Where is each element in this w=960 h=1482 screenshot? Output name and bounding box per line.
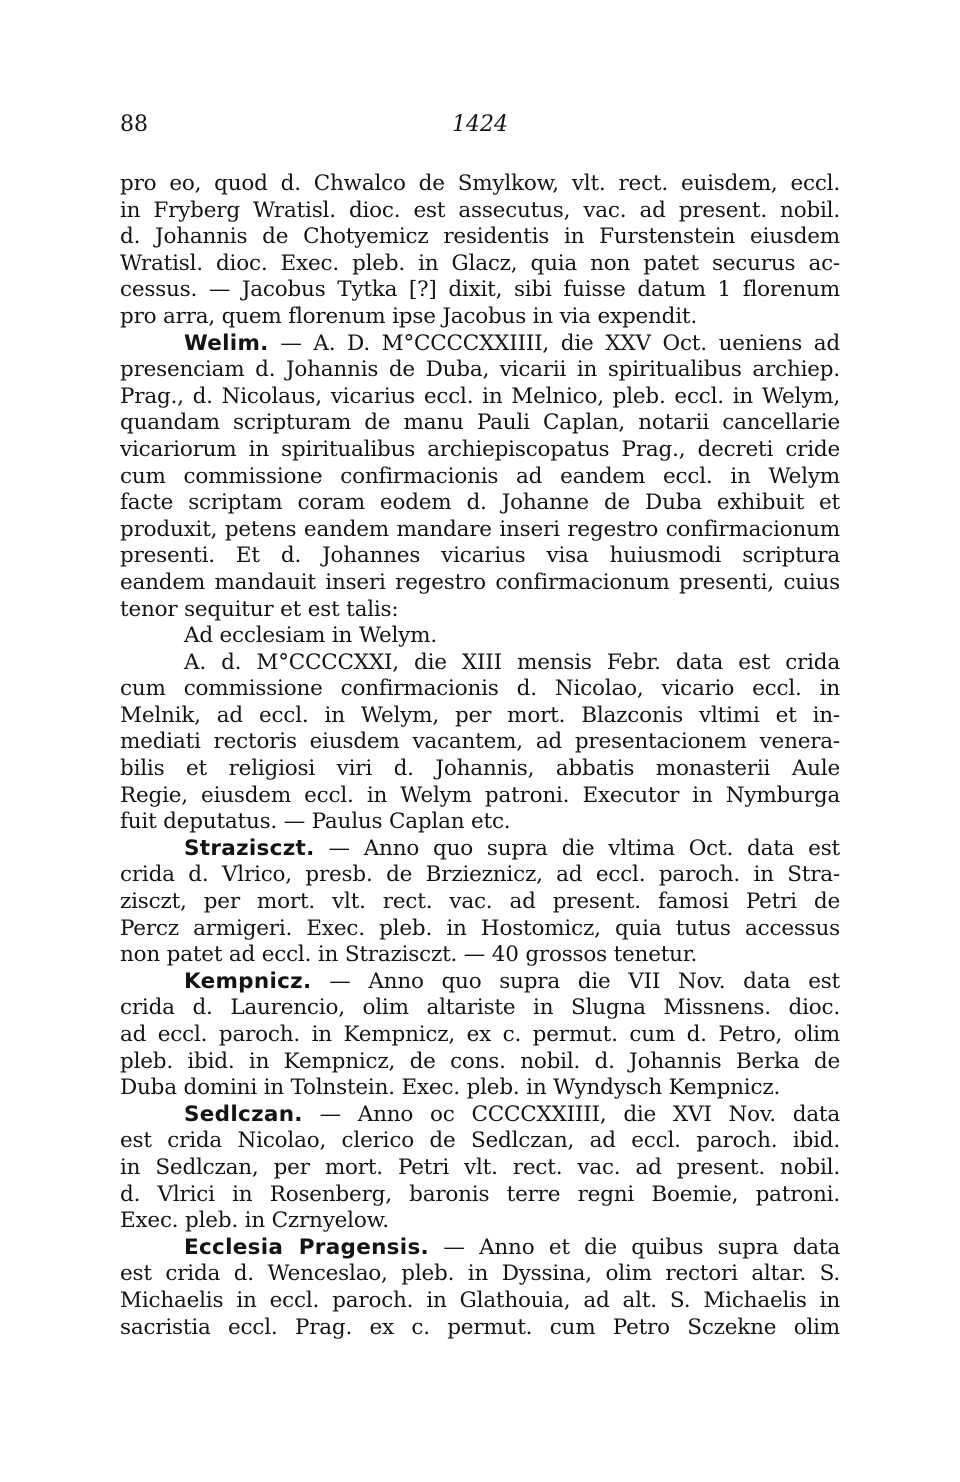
line-text: bilis et religiosi viri d. Johannis, abbatis monasterii Aule bbox=[120, 756, 840, 782]
text-line bbox=[120, 862, 840, 889]
text-line bbox=[120, 729, 840, 756]
body-text bbox=[120, 171, 840, 1341]
line-text: pro arra, quem florenum ipse Jacobus in via expendit. bbox=[120, 303, 697, 329]
text-line bbox=[120, 809, 840, 836]
line-text: pleb. ibid. in Kempnicz, de cons. nobil. d. Johannis Berka de bbox=[120, 1048, 840, 1074]
line-text: Regie, eiusdem eccl. in Welym patroni. Executor in Nymburga bbox=[120, 782, 840, 808]
line-text: tenor sequitur et est talis: bbox=[120, 596, 399, 622]
text-line bbox=[120, 1315, 840, 1342]
line-text: fuit deputatus. — Paulus Caplan etc. bbox=[120, 809, 511, 835]
line-text: Prag., d. Nicolaus, vicarius eccl. in Melnico, pleb. eccl. in Welym, bbox=[120, 383, 840, 409]
text-line bbox=[120, 916, 840, 943]
text-line bbox=[120, 623, 840, 650]
entry-heading-line bbox=[120, 836, 840, 863]
text-line bbox=[120, 543, 840, 570]
year-heading: 1424 bbox=[452, 112, 508, 137]
text-line bbox=[120, 995, 840, 1022]
line-text: d. Johannis de Chotyemicz residentis in Furstenstein eiusdem bbox=[120, 224, 840, 250]
line-text: mediati rectoris eiusdem vacantem, ad presentacionem venera- bbox=[120, 729, 840, 755]
text-line bbox=[120, 251, 840, 278]
line-text: presenciam d. Johannis de Duba, vicarii in spiritualibus archiep. bbox=[120, 357, 840, 383]
line-text: Wratisl. dioc. Exec. pleb. in Glacz, quia non patet securus ac- bbox=[120, 250, 840, 276]
line-text: Melnik, ad eccl. in Welym, per mort. Blazconis vltimi et in- bbox=[120, 702, 840, 728]
text-line bbox=[120, 1128, 840, 1155]
text-line bbox=[120, 464, 840, 491]
line-text: Michaelis in eccl. paroch. in Glathouia, ad alt. S. Michaelis in bbox=[120, 1287, 840, 1313]
text-line bbox=[120, 1182, 840, 1209]
page-number: 88 bbox=[120, 112, 148, 137]
text-line bbox=[120, 171, 840, 198]
text-line bbox=[120, 597, 840, 624]
line-text: sacristia eccl. Prag. ex c. permut. cum Petro Sczekne olim bbox=[120, 1314, 840, 1340]
line-text: eandem mandauit inseri regestro confirmacionum presenti, cuius bbox=[120, 569, 840, 595]
text-line bbox=[120, 410, 840, 437]
line-text: cessus. — Jacobus Tytka [?] dixit, sibi fuisse datum 1 florenum bbox=[120, 277, 840, 303]
place-name: Welim. bbox=[184, 330, 269, 356]
running-header bbox=[0, 112, 960, 144]
text-line bbox=[120, 889, 840, 916]
text-line bbox=[120, 1049, 840, 1076]
line-text: crida d. Vlrico, presb. de Brzieznicz, ad eccl. paroch. in Stra- bbox=[120, 862, 840, 888]
text-line bbox=[120, 570, 840, 597]
line-text: — Anno oc CCCCXXIIII, die XVI Nov. data bbox=[302, 1101, 840, 1127]
line-text: est crida Nicolao, clerico de Sedlczan, ad eccl. paroch. ibid. bbox=[120, 1128, 840, 1154]
line-text: A. d. M°CCCCXXI, die XIII mensis Febr. data est crida bbox=[184, 649, 840, 675]
line-text: pro eo, quod d. Chwalco de Smylkow, vlt. rect. euisdem, eccl. bbox=[120, 171, 840, 196]
text-line bbox=[120, 224, 840, 251]
line-text: Percz armigeri. Exec. pleb. in Hostomicz, quia tutus accessus bbox=[120, 915, 840, 941]
text-line bbox=[120, 517, 840, 544]
line-text: crida d. Laurencio, olim altariste in Slugna Missnens. dioc. bbox=[120, 995, 840, 1021]
place-name: Kempnicz. bbox=[184, 968, 312, 994]
text-line bbox=[120, 676, 840, 703]
line-text: — Anno et die quibus supra data bbox=[429, 1234, 840, 1260]
line-text: est crida d. Wenceslao, pleb. in Dyssina, olim rectori altar. S. bbox=[120, 1261, 840, 1287]
place-name: Strazisczt. bbox=[184, 835, 315, 861]
line-text: Duba domini in Tolnstein. Exec. pleb. in Wyndysch Kempnicz. bbox=[120, 1075, 781, 1101]
line-text: vicariorum in spiritualibus archiepiscopatus Prag., decreti cride bbox=[120, 436, 840, 462]
text-line bbox=[120, 783, 840, 810]
line-text: — Anno quo supra die VII Nov. data est bbox=[311, 968, 840, 994]
line-text: — A. D. M°CCCCXXIIII, die XXV Oct. ueniens ad bbox=[268, 330, 840, 356]
entry-heading-line bbox=[120, 1102, 840, 1129]
line-text: non patet ad eccl. in Strazisczt. — 40 grossos tenetur. bbox=[120, 942, 698, 968]
text-line bbox=[120, 1261, 840, 1288]
text-line bbox=[120, 1075, 840, 1102]
line-text: — Anno quo supra die vltima Oct. data est bbox=[314, 835, 840, 861]
line-text: Ad ecclesiam in Welym. bbox=[184, 623, 437, 649]
text-line bbox=[120, 357, 840, 384]
line-text: in Sedlczan, per mort. Petri vlt. rect. vac. ad present. nobil. bbox=[120, 1154, 840, 1180]
line-text: d. Vlrici in Rosenberg, baronis terre regni Boemie, patroni. bbox=[120, 1181, 840, 1207]
text-line bbox=[120, 756, 840, 783]
text-line bbox=[120, 304, 840, 331]
text-line bbox=[120, 942, 840, 969]
entry-heading-line bbox=[120, 331, 840, 358]
line-text: Exec. pleb. in Czrnyelow. bbox=[120, 1208, 389, 1234]
line-text: cum commissione confirmacionis d. Nicolao, vicario eccl. in bbox=[120, 676, 840, 702]
text-line bbox=[120, 650, 840, 677]
text-line bbox=[120, 1022, 840, 1049]
line-text: in Fryberg Wratisl. dioc. est assecutus, vac. ad present. nobil. bbox=[120, 197, 840, 223]
text-line bbox=[120, 490, 840, 517]
text-line bbox=[120, 1288, 840, 1315]
place-name: Sedlczan. bbox=[184, 1101, 303, 1127]
text-line bbox=[120, 198, 840, 225]
line-text: facte scriptam coram eodem d. Johanne de Duba exhibuit et bbox=[120, 490, 840, 516]
entry-heading-line bbox=[120, 1235, 840, 1262]
line-text: presenti. Et d. Johannes vicarius visa huiusmodi scriptura bbox=[120, 543, 840, 569]
entry-heading-line bbox=[120, 969, 840, 996]
line-text: zisczt, per mort. vlt. rect. vac. ad present. famosi Petri de bbox=[120, 889, 840, 915]
text-line bbox=[120, 703, 840, 730]
line-text: ad eccl. paroch. in Kempnicz, ex c. permut. cum d. Petro, olim bbox=[120, 1022, 840, 1047]
text-line bbox=[120, 384, 840, 411]
line-text: quandam scripturam de manu Pauli Caplan, notarii cancellarie bbox=[120, 410, 840, 436]
place-name: Ecclesia Pragensis. bbox=[184, 1234, 430, 1260]
line-text: produxit, petens eandem mandare inseri regestro confirmacionum bbox=[120, 516, 840, 542]
line-text: cum commissione confirmacionis ad eandem eccl. in Welym bbox=[120, 463, 840, 489]
text-line bbox=[120, 1155, 840, 1182]
text-line bbox=[120, 277, 840, 304]
text-line bbox=[120, 1208, 840, 1235]
text-line bbox=[120, 437, 840, 464]
